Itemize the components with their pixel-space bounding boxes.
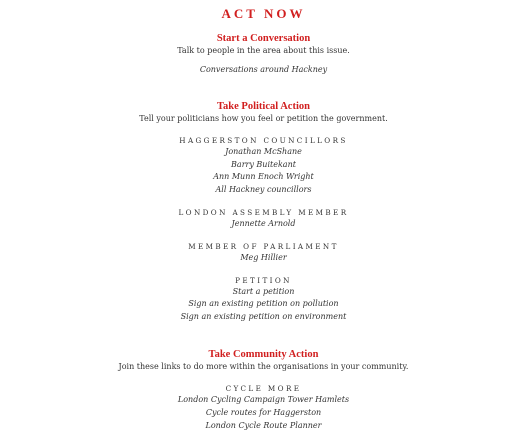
- political-title: Take Political Action: [217, 100, 310, 112]
- conversation-title: Start a Conversation: [216, 33, 311, 44]
- petition-link[interactable]: Sign an existing petition on environment: [180, 312, 347, 322]
- mp-link[interactable]: Meg Hillier: [240, 252, 287, 262]
- political-subtitle: Tell your politicians how you feel or petition the government.: [139, 113, 388, 123]
- parliament-heading: MEMBER OF PARLIAMENT: [188, 241, 339, 251]
- cycle-link[interactable]: London Cycling Campaign Tower Hamlets: [177, 394, 350, 404]
- cycle-heading: CYCLE MORE: [225, 383, 302, 393]
- political-section: [0, 100, 527, 324]
- cycle-link[interactable]: London Cycle Route Planner: [205, 420, 322, 430]
- councillor-link[interactable]: Jonathan McShane: [225, 146, 302, 156]
- petition-link[interactable]: Start a petition: [232, 286, 295, 296]
- community-section: [0, 348, 527, 432]
- petition-heading: PETITION: [235, 275, 292, 285]
- petition-link[interactable]: Sign an existing petition on pollution: [188, 299, 339, 309]
- page-title: ACT NOW: [221, 6, 306, 21]
- conversation-subtitle: Talk to people in the area about this issue.: [177, 46, 350, 55]
- assembly-member-link[interactable]: Jennette Arnold: [231, 218, 296, 228]
- community-subtitle: Join these links to do more within the organisations in your community.: [118, 361, 409, 371]
- councillor-link[interactable]: Ann Munn Enoch Wright: [213, 172, 314, 182]
- community-title: Take Community Action: [208, 348, 319, 360]
- all-councillors-link[interactable]: All Hackney councillors: [215, 185, 312, 195]
- cycle-link[interactable]: Cycle routes for Haggerston: [205, 407, 322, 417]
- councillor-link[interactable]: Barry Buitekant: [231, 159, 296, 169]
- conversation-section: [0, 32, 527, 77]
- councillors-heading: HAGGERSTON COUNCILLORS: [179, 135, 348, 145]
- conversation-link[interactable]: Conversations around Hackney: [199, 65, 328, 74]
- assembly-heading: LONDON ASSEMBLY MEMBER: [178, 207, 349, 217]
